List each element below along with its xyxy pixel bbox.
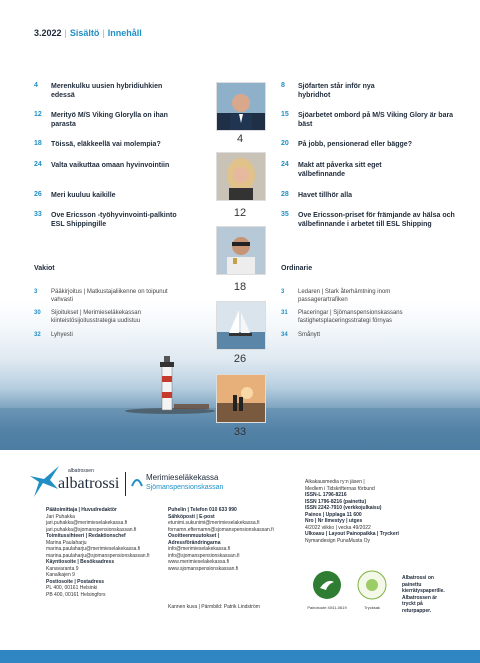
toc-title: Makt att påverka sitt eget välbefinnande <box>298 162 382 178</box>
thumbnail-officer-portrait[interactable] <box>216 226 266 275</box>
toc-title: Merenkulku uusien hybridiuhkien edessä <box>51 83 163 99</box>
toc-page: 12 <box>34 111 42 118</box>
contents-title-fi: Sisältö <box>69 28 100 38</box>
toc-title: På jobb, pensionerad eller bägge? <box>298 141 412 148</box>
footer-line: ISSN 1796-8216 (painettu) <box>305 498 367 505</box>
toc-title: Ove Ericsson-priset för främjande av hälsa och välbefinnande i arbetet till ESL Shipping <box>298 212 455 228</box>
toc-page: 15 <box>281 111 289 118</box>
toc-page: 20 <box>281 140 289 147</box>
footer-line: Toimitussihteeri | Redaktionschef <box>46 533 126 539</box>
toc-title: Sjöfarten står inför nya hybridhot <box>298 83 375 99</box>
footer-line: info@merimieselakekassa.fi <box>168 546 231 552</box>
toc-page: 4 <box>34 82 38 89</box>
org-name-fi: Merimieseläkekassa <box>146 473 219 482</box>
swan-icon <box>312 570 342 600</box>
bottom-stripe <box>0 650 480 663</box>
footer-line: Kanavaranta 9 <box>46 565 79 572</box>
item-page: 30 <box>34 310 41 316</box>
footer-col-1 <box>46 507 161 598</box>
eco-label-text: Trycksak <box>364 605 380 610</box>
thumbnail-woman-portrait[interactable] <box>216 152 266 201</box>
swan-ecolabel <box>306 570 348 616</box>
footer-line: PB 400, 00161 Helsingfors <box>46 591 106 598</box>
footer-line: Medlem i Tidskrifternas förbund <box>305 485 375 492</box>
footer-line: marina.paulaharju@merimieselakekassa.fi <box>46 546 141 552</box>
footer-line: Nro | Nr Ilmestyy | utges <box>305 518 363 524</box>
toc-title: Töissä, eläkkeellä vai molempia? <box>51 141 161 148</box>
item-text: Pääkirjoitus | Matkustajaliikenne on toipunut vahvasti <box>51 289 168 303</box>
wave-icon <box>131 474 143 488</box>
thumbnail-man-portrait[interactable] <box>216 82 266 131</box>
item-text: Smånytt <box>298 332 321 338</box>
thumbnail-page-number: 4 <box>236 133 244 145</box>
footer-line: Jari Puhakka <box>46 513 75 520</box>
footer-line: ISSN 2242-7910 (verkkojulkaisu) <box>305 505 382 511</box>
toc-title: Sjöarbetet ombord på M/S Viking Glory är bara bäst <box>298 112 454 128</box>
toc-title: Meri kuuluu kaikille <box>51 192 116 199</box>
toc-page: 35 <box>281 211 289 218</box>
thumbnail-sunset-couple[interactable] <box>216 374 266 423</box>
issue-number: 3.2022 <box>34 28 62 38</box>
footer-line: ISSN-L 1796-8216 <box>305 492 347 498</box>
footer-line: PL 400, 00161 Helsinki <box>46 585 98 591</box>
item-page: 32 <box>34 332 41 338</box>
logo-text: albatrossi <box>58 475 120 492</box>
item-page: 34 <box>281 332 288 338</box>
footer-line: Ulkoasu | Layout Painopaikka | Tryckeri <box>305 531 399 537</box>
vakiot-title: Vakiot <box>34 265 55 272</box>
footer-line: Kanalkajen 9 <box>46 572 75 578</box>
footer-line: Puhelin | Telefon 010 633 990 <box>168 507 237 513</box>
footer-col-3 <box>305 479 455 544</box>
toc-title: Havet tillhör alla <box>298 192 353 199</box>
item-page: 3 <box>281 289 285 295</box>
ecolabel-flower-icon <box>357 570 387 600</box>
photo-credits: Kannen kuva | Pärmbild: Patrik Lindström <box>168 604 260 610</box>
item-text: Sijoitukset | Merimieseläkekassan kiinteistösijoitusstrategia uudistuu <box>51 310 141 324</box>
footer-line: etunimi.sukunimi@merimieselakekassa.fi <box>168 520 260 526</box>
logo-small-text: albatrossen <box>68 468 94 474</box>
issue-header: 3.2022 | Sisältö | Innehåll <box>34 28 142 38</box>
footer-line: Aikakausmedia ry:n jäsen | <box>305 479 365 485</box>
toc-title: Merityö M/S Viking Glorylla on ihan parasta <box>51 112 168 128</box>
footer-line: fornamn.efternamn@sjomanspensionskassan.fi <box>168 526 274 533</box>
footer-line: Marina Paulaharju <box>46 539 87 546</box>
albatross-bird-icon <box>28 462 62 498</box>
thumbnail-sailboat[interactable] <box>216 301 266 350</box>
item-text: Ledaren | Stark återhämtning inom passagerartrafiken <box>298 289 391 303</box>
swan-label-text: Painotuote 4041-0619 <box>307 605 347 610</box>
footer-line: jari.puhakka@merimieselakekassa.fi <box>46 520 128 526</box>
albatrossi-logo <box>28 462 118 502</box>
merimieselakekassa-logo <box>131 472 281 498</box>
footer-line: marina.paulaharju@sjomanspensionskassan.fi <box>46 552 150 559</box>
toc-page: 18 <box>34 140 42 147</box>
contents-title-sv: Innehåll <box>107 28 142 38</box>
toc-page: 8 <box>281 82 285 89</box>
footer-line: Sähköposti | E-post <box>168 513 215 520</box>
footer-line: jari.puhakka@sjomanspensionskassan.fi <box>46 526 137 533</box>
thumbnail-page-number: 12 <box>233 207 247 219</box>
item-page: 31 <box>281 310 288 316</box>
toc-page: 26 <box>34 191 42 198</box>
footer-line: www.sjomanspensionskassan.fi <box>168 565 239 572</box>
ordinarie-title: Ordinarie <box>281 265 313 272</box>
toc-page: 28 <box>281 191 289 198</box>
toc-page: 24 <box>34 161 42 168</box>
item-page: 3 <box>34 289 38 295</box>
item-text: Placeringar | Sjömanspensionskassans fastighetsplaceringsstrategi förnyas <box>298 310 403 324</box>
toc-page: 24 <box>281 161 289 168</box>
footer-line: www.merimieselakekassa.fi <box>168 559 230 565</box>
footer-line: Käyntiosoite | Besöksadress <box>46 559 115 565</box>
footer-line: 4/2022 viikko | vecka 49/2022 <box>305 524 371 531</box>
footer-col-2 <box>168 507 290 572</box>
divider <box>125 472 126 496</box>
toc-title: Valta vaikuttaa omaan hyvinvointiin <box>51 162 170 169</box>
footer-line: Postiosoite | Postadress <box>46 578 105 585</box>
recycled-paper-note: Albatrossi on painettu kierrätyspaperille. Albatrossen är tryckt på returpapper. <box>402 575 445 614</box>
footer-line: Painos | Upplaga 11 600 <box>305 511 362 518</box>
footer-line: Osoitteenmuutokset | <box>168 533 220 539</box>
item-text: Lyhyesti <box>51 332 73 338</box>
eu-ecolabel <box>350 570 394 616</box>
thumbnail-page-number: 33 <box>233 426 247 438</box>
footer-line: Adressförändringarna <box>168 539 221 546</box>
toc-page: 33 <box>34 211 42 218</box>
toc-title: Ove Ericsson -työhyvinvointi-palkinto ESL Shippingille <box>51 212 177 228</box>
footer-line: Päätoimittaja | Huvudredaktör <box>46 507 117 513</box>
footer-line: info@sjomanspensionskassan.fi <box>168 552 240 559</box>
org-name-sv: Sjömanspensionskassan <box>146 484 224 491</box>
thumbnail-page-number: 26 <box>233 353 247 365</box>
thumbnail-page-number: 18 <box>233 281 247 293</box>
footer-line: Nymandesign PunaMusta Oy <box>305 537 371 544</box>
